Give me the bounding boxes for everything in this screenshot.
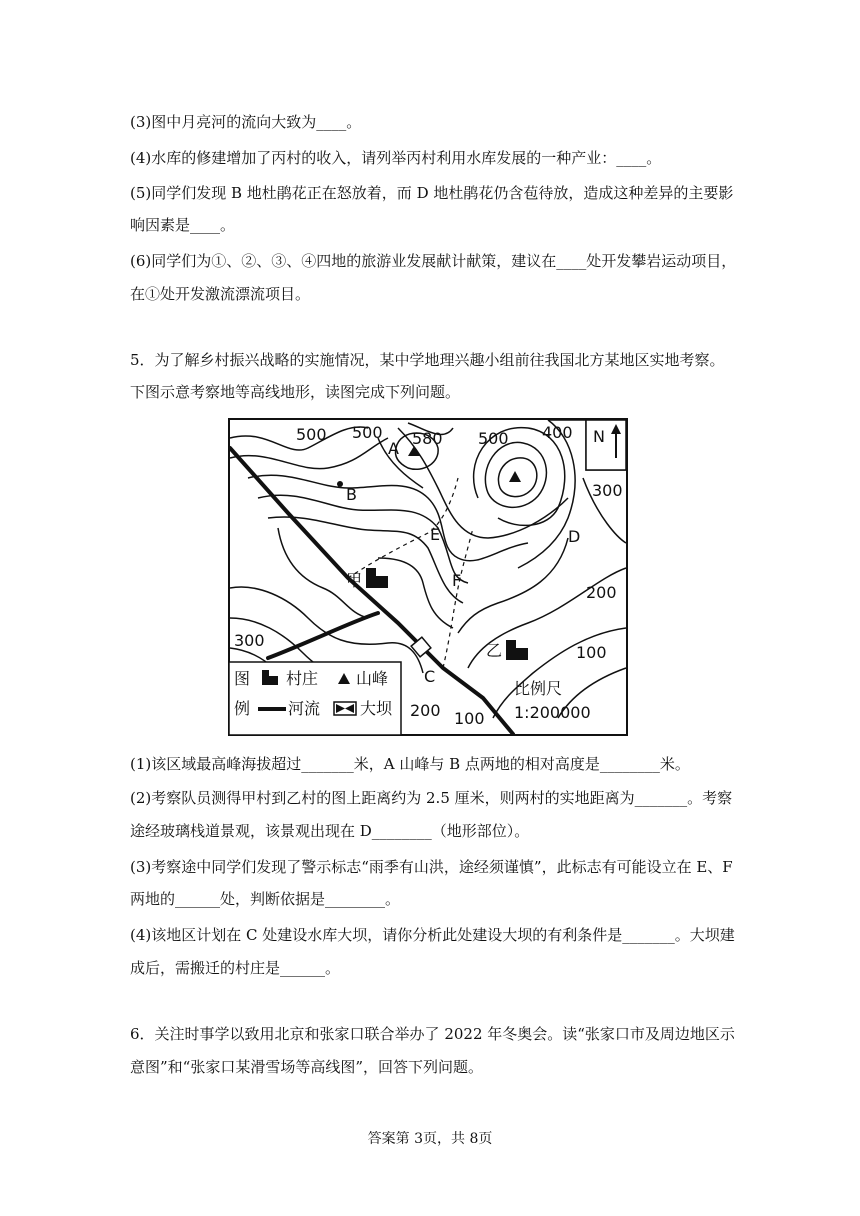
village-jia-label: 甲 xyxy=(346,571,363,590)
legend xyxy=(229,662,401,735)
legend-river-label: 河流 xyxy=(288,699,321,718)
north-label: N xyxy=(593,427,605,446)
legend-title-1: 图 xyxy=(234,669,251,688)
contour-500-b: 500 xyxy=(352,423,383,442)
contour-400: 400 xyxy=(542,423,573,442)
contour-500-a: 500 xyxy=(296,425,327,444)
legend-peak-label: 山峰 xyxy=(356,669,389,688)
legend-dam-label: 大坝 xyxy=(360,699,393,718)
legend-dam-icon xyxy=(334,702,356,715)
contour-300-a: 300 xyxy=(592,481,623,500)
q6-line-1: 6．关注时事学以致用北京和张家口联合举办了 2022 年冬奥会。读“张家口市及周边地区示 xyxy=(130,1025,735,1043)
q5-line-2a: (2)考察队员测得甲村到乙村的图上距离约为 2.5 厘米，则两村的实地距离为_______。考察 xyxy=(130,789,733,807)
point-c-label: C xyxy=(424,667,436,686)
point-e-label: E xyxy=(430,525,441,544)
point-f-label: F xyxy=(452,571,462,590)
contour-200-a: 200 xyxy=(586,583,617,602)
q4-line-6a: (6)同学们为①、②、③、④四地的旅游业发展献计献策，建议在____处开发攀岩运动项目， xyxy=(130,252,737,270)
point-b-label: B xyxy=(346,485,357,504)
legend-title-2: 例 xyxy=(234,699,251,718)
contour-100-a: 100 xyxy=(576,643,607,662)
q5-line-4a: (4)该地区计划在 C 处建设水库大坝，请你分析此处建设大坝的有利条件是_______。大坝建 xyxy=(130,926,735,944)
q4-line-3: (3)图中月亮河的流向大致为____。 xyxy=(130,113,362,131)
scale-value: 1:200000 xyxy=(514,703,591,722)
scale-label: 比例尺 xyxy=(514,679,563,698)
point-a-label: A xyxy=(388,439,399,458)
q5-line-3a: (3)考察途中同学们发现了警示标志“雨季有山洪，途经须谨慎”，此标志有可能设立在 E、F xyxy=(130,858,733,876)
q4-line-6b: 在①处开发激流漂流项目。 xyxy=(130,285,311,303)
q5-intro-2: 下图示意考察地等高线地形，读图完成下列问题。 xyxy=(130,383,461,401)
q5-line-1: (1)该区域最高峰海拔超过_______米，A 山峰与 B 点两地的相对高度是________米。 xyxy=(130,755,690,773)
q5-line-3b: 两地的______处，判断依据是________。 xyxy=(130,890,401,908)
legend-village-label: 村庄 xyxy=(286,669,319,688)
contour-100-b: 100 xyxy=(454,709,485,728)
q5-line-2b: 途经玻璃栈道景观，该景观出现在 D________（地形部位）。 xyxy=(130,822,530,840)
contour-580: 580 xyxy=(412,429,443,448)
point-b-icon xyxy=(337,481,343,487)
q4-line-5b: 响因素是____。 xyxy=(130,216,236,234)
page-footer: 答案第 3页，共 8页 xyxy=(367,1131,493,1147)
point-d-label: D xyxy=(568,527,581,546)
q4-line-4: (4)水库的修建增加了丙村的收入，请列举丙村利用水库发展的一种产业：____。 xyxy=(130,149,662,167)
q5-line-4b: 成后，需搬迁的村庄是______。 xyxy=(130,959,341,977)
q4-line-5a: (5)同学们发现 B 地杜鹃花正在怒放着，而 D 地杜鹃花仍含苞待放，造成这种差异的主要影 xyxy=(130,184,734,202)
q6-line-2: 意图”和“张家口某滑雪场等高线图”，回答下列问题。 xyxy=(130,1058,484,1076)
contour-200-b: 200 xyxy=(410,701,441,720)
village-yi-label: 乙 xyxy=(486,641,503,660)
contour-300-b: 300 xyxy=(234,631,265,650)
q5-intro-1: 5．为了解乡村振兴战略的实施情况，某中学地理兴趣小组前往我国北方某地区实地考察。 xyxy=(130,351,725,369)
contour-500-c: 500 xyxy=(478,429,509,448)
contour-map xyxy=(228,418,628,736)
